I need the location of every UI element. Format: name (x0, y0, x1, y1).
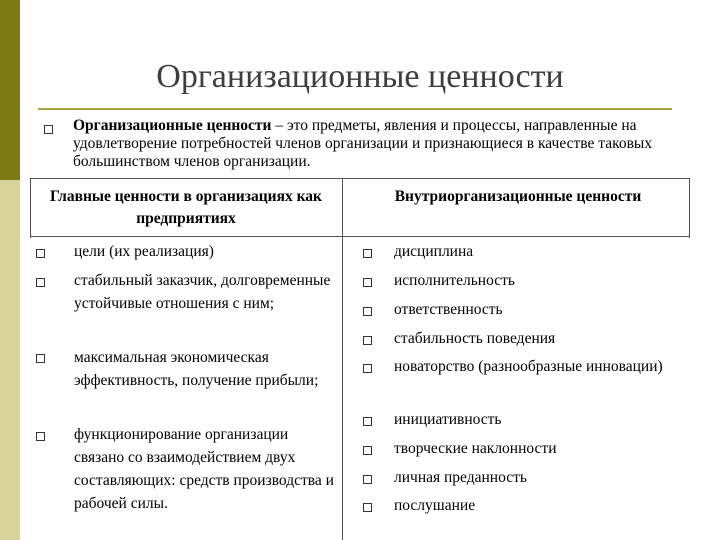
right-bullet-icon (363, 475, 372, 484)
intro-bullet-icon (44, 125, 53, 134)
right-item: личная преданность (394, 469, 527, 486)
intro-definition: – это предметы, явления и процессы, направленные на удовлетворение потребностей членов организации и признающиеся в качестве таковых большинством членов организации. (73, 117, 653, 170)
right-item: послушание (394, 497, 476, 514)
left-item: стабильный заказчик, долговременные устойчивые отношения с ним; (74, 272, 331, 312)
right-bullet-icon (363, 336, 372, 345)
left-item: цели (их реализация) (74, 243, 214, 260)
right-bullet-icon (363, 278, 372, 287)
table-right-border (689, 178, 690, 238)
right-item: инициативность (394, 411, 502, 428)
left-bullet-icon (36, 432, 45, 441)
right-item: стабильность поведения (394, 330, 556, 347)
right-item: дисциплина (394, 243, 474, 260)
slide-title: Организационные ценности (156, 58, 564, 95)
right-bullet-icon (363, 364, 372, 373)
left-bullet-icon (36, 354, 45, 363)
right-bullet-icon (363, 307, 372, 316)
right-column-header: Внутриорганизационные ценности (394, 188, 642, 205)
left-decor-bar-dark (0, 0, 20, 180)
intro-term: Организационные ценности (73, 117, 272, 134)
right-bullet-icon (363, 249, 372, 258)
left-item: максимальная экономическая эффективность, получение прибыли; (74, 349, 319, 389)
intro-paragraph (73, 117, 693, 171)
table-column-divider (342, 178, 343, 540)
title-underline (38, 108, 672, 110)
right-bullet-icon (363, 417, 372, 426)
table-top-border (30, 178, 690, 179)
right-item: новаторство (разнообразные инновации) (394, 358, 663, 375)
values-table (30, 178, 690, 540)
table-left-border (30, 178, 31, 238)
right-item: ответственность (394, 301, 503, 318)
left-decor-bar (0, 0, 20, 540)
left-bullet-icon (36, 249, 45, 258)
right-item: творческие наклонности (394, 440, 557, 457)
left-item: функционирование организации связано со взаимодействием двух составляющих: средств производства и рабочей силы. (74, 426, 334, 512)
table-header-divider (30, 236, 690, 237)
left-column-header: Главные ценности в организациях как предприятиях (50, 188, 322, 227)
right-item: исполнительность (394, 272, 515, 289)
right-bullet-icon (363, 503, 372, 512)
left-bullet-icon (36, 278, 45, 287)
right-bullet-icon (363, 446, 372, 455)
